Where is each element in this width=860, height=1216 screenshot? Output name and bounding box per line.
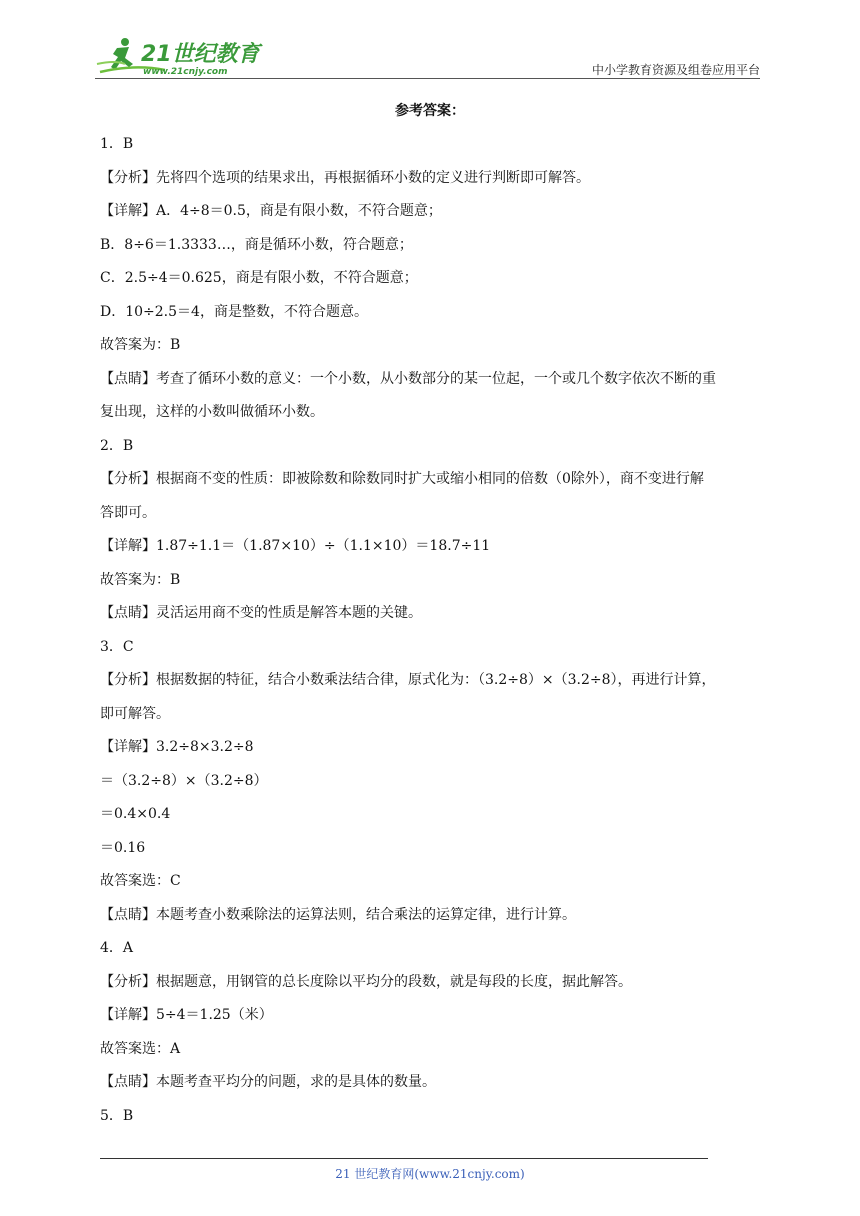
logo-url: www.21cnjy.com [143,67,228,77]
answer-text: 故答案选：C [100,873,181,889]
analysis-text: 【分析】先将四个选项的结果求出，再根据循环小数的定义进行判断即可解答。 [100,169,590,186]
comment-text: 【点睛】考查了循环小数的意义：一个小数，从小数部分的某一位起，一个或几个数字依次不断的重 [100,370,716,387]
detail-text: ＝（3.2÷8）×（3.2÷8） [100,772,268,789]
answer-text: 故答案为：B [100,571,181,588]
comment-text: 【点睛】灵活运用商不变的性质是解答本题的关键。 [100,605,422,621]
footer-divider [100,1158,708,1159]
detail-text: ＝0.4×0.4 [100,806,171,822]
detail-text: 【详解】5÷4＝1.25（米） [100,1007,273,1023]
detail-text: D．10÷2.5＝4，商是整数，不符合题意。 [100,303,368,320]
answer-number: 5．B [100,1107,134,1124]
logo-text: 21世纪教育 [141,42,260,67]
answer-number: 1．B [100,136,134,152]
comment-text: 复出现，这样的小数叫做循环小数。 [100,404,324,420]
footer-text: 21 世纪教育网(www.21cnjy.com) [335,1167,525,1181]
detail-text: C．2.5÷4＝0.625，商是有限小数，不符合题意； [100,270,418,286]
answer-number: 2．B [100,437,134,454]
header-divider [95,78,760,79]
analysis-text: 即可解答。 [100,705,170,722]
comment-text: 【点睛】本题考查平均分的问题，求的是具体的数量。 [100,1074,436,1090]
analysis-text: 【分析】根据数据的特征，结合小数乘法结合律，原式化为：（3.2÷8）×（3.2÷8），再进行计算， [100,672,716,688]
platform-name: 中小学教育资源及组卷应用平台 [591,63,760,77]
analysis-text: 答即可。 [100,504,156,521]
site-logo [95,34,265,78]
answer-content [100,128,762,1133]
analysis-text: 【分析】根据商不变的性质：即被除数和除数同时扩大或缩小相同的倍数（0除外），商不变进行解 [100,471,704,487]
analysis-text: 【分析】根据题意，用钢管的总长度除以平均分的段数，就是每段的长度，据此解答。 [100,973,632,990]
detail-text: 【详解】1.87÷1.1＝（1.87×10）÷（1.1×10）＝18.7÷11 [100,538,491,554]
page-title: 参考答案： [395,103,465,119]
comment-text: 【点睛】本题考查小数乘除法的运算法则，结合乘法的运算定律，进行计算。 [100,906,576,923]
detail-text: B．8÷6＝1.3333…，商是循环小数，符合题意； [100,236,413,253]
answer-text: 故答案为：B [100,337,181,353]
detail-text: 【详解】A．4÷8＝0.5，商是有限小数，不符合题意； [100,203,442,219]
detail-text: 【详解】3.2÷8×3.2÷8 [100,739,254,755]
answer-number: 4．A [100,940,134,956]
page-header [95,30,760,80]
answer-text: 故答案选：A [100,1040,181,1057]
detail-text: ＝0.16 [100,839,146,856]
answer-number: 3．C [100,638,134,655]
